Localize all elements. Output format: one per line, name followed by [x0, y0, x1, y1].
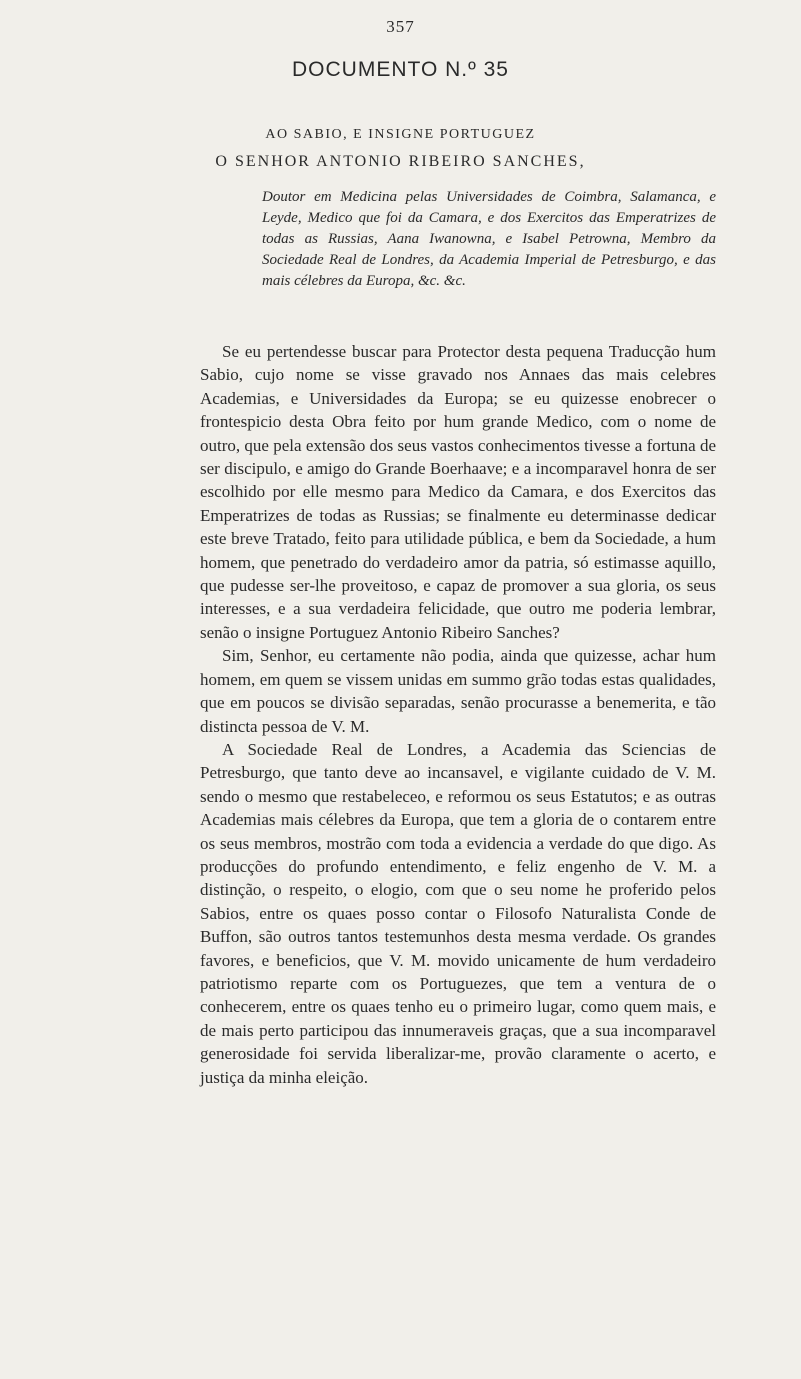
body-paragraph: Se eu pertendesse buscar para Protector desta pequena Traducção hum Sabio, cujo nome se visse gravado nos Annaes das mais celebres Academias, e Universidades da Europa; se eu quizesse enobrecer o frontespicio desta Obra feito por hum grande Medico, com o nome de outro, que pela extensão dos seus vastos conhecimentos tivesse a fortuna de ser discipulo, e amigo do Grande Boerhaave; e a incomparavel honra de ser escolhido por elle mesmo para Medico da Camara, e dos Exercitos das Emperatrizes de todas as Russias; se finalmente eu determinasse dedicar este breve Tratado, feito para utilidade pública, e bem da Sociedade, a hum homem, que penetrado do verdadeiro amor da patria, só estimasse aquillo, que pudesse ser-lhe proveitoso, e capaz de promover a sua gloria, os seus interesses, e a sua verdadeira felicidade, que outro me poderia lembrar, senão o insigne Portuguez Antonio Ribeiro Sanches?: [200, 342, 716, 642]
dedication-line-2: O SENHOR ANTONIO RIBEIRO SANCHES,: [215, 153, 586, 170]
credentials-paragraph: Doutor em Medicina pelas Universidades de Coimbra, Salamanca, e Leyde, Medico que foi da Camara, e dos Exercitos das Emperatrizes de todas as Russias, Aana Iwanowna, e Isabel Petrowna, Membro da Sociedade Real de Londres, da Academia Imperial de Petresburgo, e das mais célebres da Europa, &c. &c.: [262, 189, 716, 289]
body-text: [200, 340, 716, 1089]
body-paragraph: A Sociedade Real de Londres, a Academia das Sciencias de Petresburgo, que tanto deve ao incansavel, e vigilante cuidado de V. M. sendo o mesmo que restabeleceo, e reformou os seus Estatutos; e as outras Academias mais célebres da Europa, que tem a gloria de o contarem entre os seus membros, mostrão com toda a evidencia a verdade do que digo. As producções do profundo entendimento, e feliz engenho de V. M. a distinção, o respeito, o elogio, com que o seu nome he proferido pelos Sabios, entre os quaes posso contar o Filosofo Naturalista Conde de Buffon, são outros tantos testemunhos desta mesma verdade. Os grandes favores, e beneficios, que V. M. movido unicamente de hum verdadeiro patriotismo reparte com os Portuguezes, que tem a ventura de o conhecerem, entre os quaes tenho eu o primeiro lugar, como quem mais, e de mais perto participou das innumeraveis graças, que a sua incomparavel generosidade foi servida liberalizar-me, provão claramente o acerto, e justiça da minha eleição.: [200, 739, 716, 1087]
document-title: DOCUMENTO N.º 35: [292, 58, 509, 81]
body-paragraph: Sim, Senhor, eu certamente não podia, ainda que quizesse, achar hum homem, em quem se vissem unidas em summo grão todas estas qualidades, que em poucos se divisão separadas, senão procurasse a benemerita, e tão distincta pessoa de V. M.: [200, 646, 716, 736]
dedication-line-1: AO SABIO, E INSIGNE PORTUGUEZ: [265, 127, 536, 142]
page-number: 357: [386, 17, 415, 36]
